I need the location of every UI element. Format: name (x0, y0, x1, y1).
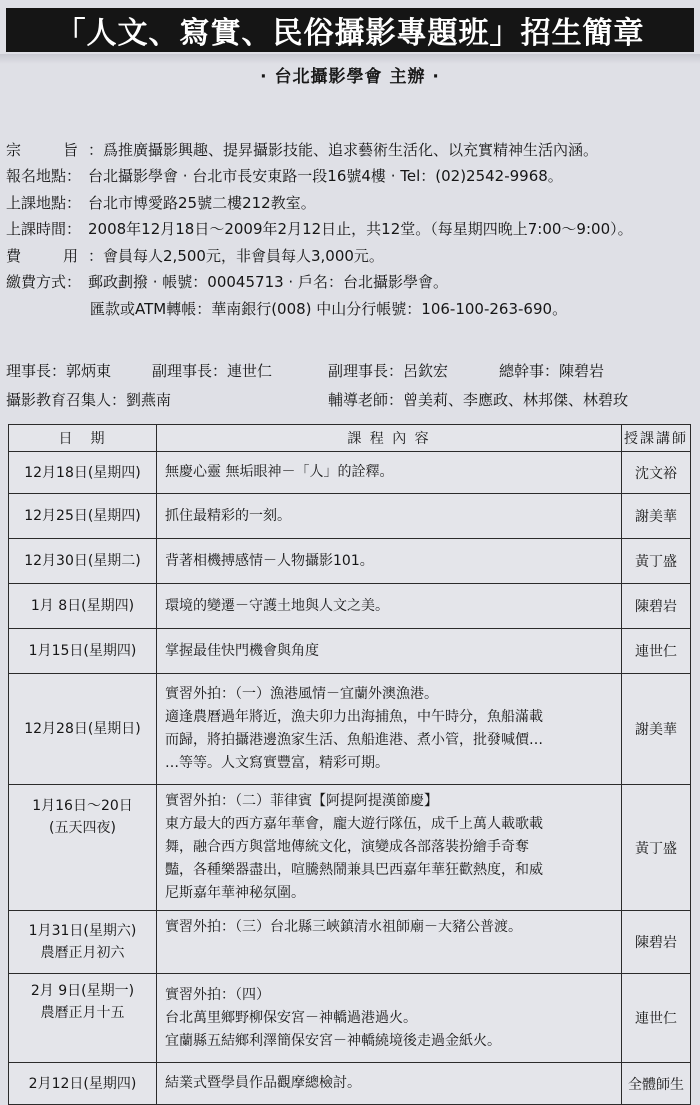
vice-chairman-1: 副理事長：連世仁 (152, 362, 273, 380)
course-schedule-table (8, 424, 691, 1105)
session-date: 1月31日(星期六) 農曆正月初六 (9, 911, 157, 974)
session-content: 結業式暨學員作品觀摩總檢討。 (157, 1063, 622, 1105)
payment-row-2 (6, 295, 696, 322)
session-content: 環境的變遷－守護土地與人文之美。 (157, 584, 622, 629)
venue-value: 台北市博愛路25號二樓212教室。 (88, 193, 316, 212)
fee-row: 費 用 ： 會員每人2,500元，非會員每人3,000元。 (6, 242, 696, 269)
venue-label: 上課地點： (6, 193, 82, 212)
table-row (9, 584, 691, 629)
purpose-value: 爲推廣攝影興趣、提昇攝影技能、追求藝術生活化、以充實精神生活內涵。 (103, 140, 599, 159)
session-teacher: 連世仁 (622, 629, 691, 674)
payment-value: 郵政劃撥 · 帳號：00045713 · 戶名：台北攝影學會。 (88, 273, 448, 292)
session-content: 實習外拍：（一）漁港風情－宜蘭外澳漁港。 適逢農曆過年將近，漁夫卯力出海捕魚，中午時分，魚船滿載 而歸，將拍攝港邊漁家生活、魚船進港、煮小管，批發喊價… …等等。人文寫實豐富，精彩可期。 (157, 674, 622, 785)
session-teacher: 連世仁 (622, 974, 691, 1063)
session-content: 實習外拍：（四） 台北萬里鄉野柳保安宮－神轎過港過火。 宜蘭縣五結鄉利澤簡保安宮－神轎繞境後走過金紙火。 (157, 974, 622, 1063)
table-row (9, 452, 691, 494)
session-teacher: 全體師生 (622, 1063, 691, 1105)
registration-label: 報名地點： (6, 167, 82, 186)
table-header-row (9, 425, 691, 452)
session-date: 12月30日(星期二) (9, 539, 157, 584)
session-content: 實習外拍：（二）菲律賓【阿提阿提漢節慶】 東方最大的西方嘉年華會，龐大遊行隊伍，成千上萬人載歌載 舞，融合西方與當地傳統文化，演變成各部落裝扮繪手奇奪 豔，各種樂器盡出，喧騰熱鬧兼具巴西嘉年華狂歡熱度，和威 尼斯嘉年華神秘氛圍。 (157, 785, 622, 911)
session-date: 1月15日(星期四) (9, 629, 157, 674)
payment-label: 繳費方式： (6, 273, 82, 292)
time-row (6, 216, 696, 243)
organizer-line: · 台北攝影學會 主辦 · (260, 67, 440, 87)
table-row (9, 629, 691, 674)
session-teacher: 黃丁盛 (622, 785, 691, 911)
session-date: 12月25日(星期四) (9, 494, 157, 539)
course-info (6, 136, 696, 322)
fee-label: 費 用 (6, 246, 78, 265)
session-teacher: 黃丁盛 (622, 539, 691, 584)
table-row (9, 974, 691, 1063)
tutors: 輔導老師：曾美莉、李應政、林邦傑、林碧玫 (328, 391, 629, 409)
time-value: 2008年12月18日～2009年2月12日止，共12堂。（每星期四晚上7:00～9:00）。 (88, 220, 633, 239)
session-teacher: 陳碧岩 (622, 911, 691, 974)
chairman: 理事長：郭炳東 (6, 362, 112, 380)
session-content: 抓住最精彩的一刻。 (157, 494, 622, 539)
payment-row (6, 269, 696, 296)
session-content: 無慶心靈 無垢眼神－「人」的詮釋。 (157, 452, 622, 494)
session-date: 1月16日～20日 (五天四夜) (9, 785, 157, 911)
staff-row-1 (6, 356, 696, 385)
page-title: 「人文、寫實、民俗攝影專題班」招生簡章 (6, 8, 694, 52)
venue-row (6, 189, 696, 216)
time-label: 上課時間： (6, 220, 82, 239)
table-row (9, 911, 691, 974)
session-content: 實習外拍：（三）台北縣三峽鎮清水祖師廟－大豬公普渡。 (157, 911, 622, 974)
session-teacher: 沈文裕 (622, 452, 691, 494)
purpose-row: 宗 旨 ： 爲推廣攝影興趣、提昇攝影技能、追求藝術生活化、以充實精神生活內涵。 (6, 136, 696, 163)
teacher-column-header: 授課講師 (622, 425, 691, 452)
session-teacher: 謝美華 (622, 494, 691, 539)
staff-row-2 (6, 385, 696, 414)
table-row (9, 1063, 691, 1105)
education-convener: 攝影教育召集人：劉燕南 (6, 391, 172, 409)
vice-chairman-2: 副理事長：呂欽宏 (328, 362, 449, 380)
table-row (9, 674, 691, 785)
session-teacher: 陳碧岩 (622, 584, 691, 629)
fee-value: 會員每人2,500元，非會員每人3,000元。 (103, 246, 384, 265)
content-column-header: 課 程 內 容 (157, 425, 622, 452)
session-content: 背著相機搏感情－人物攝影101。 (157, 539, 622, 584)
registration-row (6, 163, 696, 190)
session-date: 12月18日(星期四) (9, 452, 157, 494)
payment-value-2: 匯款或ATM轉帳：華南銀行(008) 中山分行帳號：106-100-263-690。 (90, 299, 568, 318)
session-date: 2月12日(星期四) (9, 1063, 157, 1105)
session-content: 掌握最佳快門機會與角度 (157, 629, 622, 674)
purpose-label: 宗 旨 (6, 140, 78, 159)
session-date: 1月 8日(星期四) (9, 584, 157, 629)
table-row (9, 539, 691, 584)
registration-value: 台北攝影學會 · 台北市長安東路一段16號4樓 · Tel：(02)2542-9968。 (88, 167, 563, 186)
session-teacher: 謝美華 (622, 674, 691, 785)
date-column-header: 日 期 (9, 425, 157, 452)
table-row (9, 494, 691, 539)
session-date: 12月28日(星期日) (9, 674, 157, 785)
secretary-general: 總幹事：陳碧岩 (499, 362, 605, 380)
session-date: 2月 9日(星期一) 農曆正月十五 (9, 974, 157, 1063)
table-row (9, 785, 691, 911)
staff-list (6, 356, 696, 414)
